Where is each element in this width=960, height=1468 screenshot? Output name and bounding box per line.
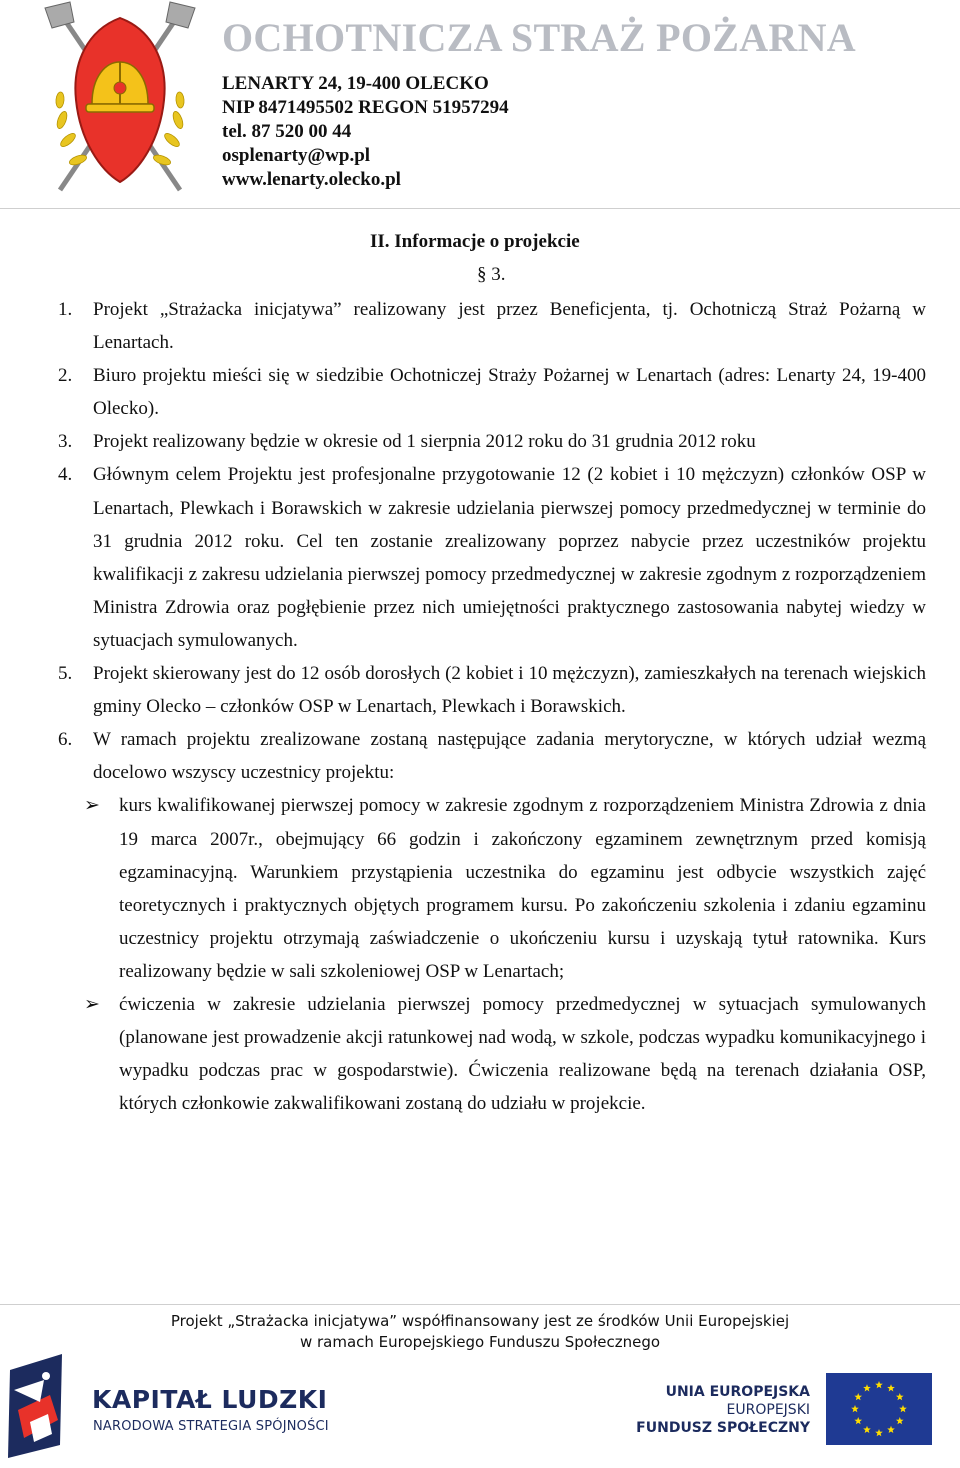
footer-divider	[0, 1304, 960, 1305]
tax-ids: NIP 8471495502 REGON 51957294	[222, 97, 509, 118]
list-item	[54, 425, 926, 458]
item-text: Projekt skierowany jest do 12 osób dorosłych (2 kobiet i 10 mężczyzn), zamieszkałych na terenach wiejskich gminy Olecko – członków OSP w Lenartach, Plewkach i Borawskich.	[93, 663, 926, 718]
item-text: Biuro projektu mieści się w siedzibie Ochotniczej Straży Pożarnej w Lenartach (adres: Lenarty 24, 19-400 Olecko).	[93, 365, 926, 420]
paragraph-number: § 3.	[477, 264, 506, 285]
item-text: Projekt realizowany będzie w okresie od 1 sierpnia 2012 roku do 31 grudnia 2012 roku	[93, 431, 756, 453]
eu-fund-label	[636, 1383, 810, 1437]
kapital-ludzki-title: KAPITAŁ LUDZKI	[92, 1385, 328, 1414]
item-number: 4.	[58, 464, 73, 486]
website: www.lenarty.olecko.pl	[222, 169, 401, 190]
eu-european-label: EUROPEJSKI	[726, 1402, 810, 1418]
bullet-item	[84, 988, 926, 1120]
eu-social-fund-label: FUNDUSZ SPOŁECZNY	[636, 1420, 810, 1436]
eu-union-label: UNIA EUROPEJSKA	[665, 1384, 810, 1400]
list-item	[54, 657, 926, 723]
task-bullets	[84, 789, 926, 1120]
document-body	[54, 293, 926, 1120]
contact-block	[222, 72, 509, 192]
list-item	[54, 458, 926, 657]
item-number: 2.	[58, 365, 73, 387]
arrow-bullet-icon: ➢	[84, 795, 100, 817]
organization-name: OCHOTNICZA STRAŻ POŻARNA	[222, 15, 856, 60]
bullet-text: ćwiczenia w zakresie udzielania pierwszej pomocy przedmedycznej w sytuacjach symulowanych (planowane jest prowadzenie akcji ratunkowej nad wodą, w szkole, podczas wypadku komunikacyjnego i wypadku podczas prac w gospodarstwie). Ćwiczenia realizowane będą na terenach działania OSP, których członkowie zakwalifikowani zostaną do udziału w projekcie.	[119, 993, 926, 1115]
email: osplenarty@wp.pl	[222, 145, 371, 166]
cofinancing-note-fund: w ramach Europejskiego Funduszu Społecznego	[299, 1333, 661, 1351]
item-text: Głównym celem Projektu jest profesjonalne przygotowanie 12 (2 kobiet i 10 mężczyzn) członków OSP w Lenartach, Plewkach i Borawskich w zakresie udzielania pierwszej pomocy przedmedycznej w terminie do 31 grudnia 2012 roku. Cel ten zostanie zrealizowany poprzez nabycie przez uczestników projektu kwalifikacji z zakresu udzielania pierwszej pomocy przedmedycznej w zakresie zgodnym z rozporządzeniem Ministra Zdrowia oraz pogłębienie przez nich umiejętności praktycznego zastosowania nabytej wiedzy w sytuacjach symulowanych.	[93, 464, 926, 651]
item-number: 3.	[58, 431, 73, 453]
list-item	[54, 293, 926, 359]
address: LENARTY 24, 19-400 OLECKO	[222, 73, 489, 94]
header-divider	[0, 208, 960, 209]
kapital-ludzki-subtitle: NARODOWA STRATEGIA SPÓJNOŚCI	[93, 1419, 329, 1434]
list-item	[54, 723, 926, 789]
eu-flag-icon	[826, 1373, 932, 1445]
section-title: II. Informacje o projekcie	[370, 231, 580, 252]
fire-brigade-emblem	[40, 0, 200, 200]
list-item	[54, 359, 926, 425]
item-number: 6.	[58, 729, 73, 751]
cofinancing-note: Projekt „Strażacka inicjatywa” współfinansowany jest ze środków Unii Europejskiej	[170, 1312, 790, 1330]
item-text: Projekt „Strażacka inicjatywa” realizowany jest przez Beneficjenta, tj. Ochotniczą Straż Pożarną w Lenartach.	[93, 299, 926, 354]
bullet-text: kurs kwalifikowanej pierwszej pomocy w zakresie zgodnym z rozporządzeniem Ministra Zdrowia z dnia 19 marca 2007r., obejmujący 66 godzin i zakończony egzaminem zewnętrznym przed komisją egzaminacyjną. Warunkiem przystąpienia uczestnika do egzaminu jest odbycie wszystkich zajęć teoretycznych i praktycznych objętych programem kursu. Po zakończeniu szkolenia i zdaniu egzaminu uczestnicy projektu otrzymają zaświadczenie o ukończeniu kursu i uzyskają tytuł ratownika. Kurs realizowany będzie w sali szkoleniowej OSP w Lenartach;	[119, 795, 926, 982]
item-text: W ramach projektu zrealizowane zostaną następujące zadania merytoryczne, w których udział wezmą docelowo wszyscy uczestnicy projektu:	[93, 729, 926, 784]
bullet-item	[84, 789, 926, 988]
arrow-bullet-icon: ➢	[84, 993, 100, 1015]
phone: tel. 87 520 00 44	[222, 121, 352, 142]
item-number: 1.	[58, 299, 73, 320]
item-number: 5.	[58, 663, 73, 685]
